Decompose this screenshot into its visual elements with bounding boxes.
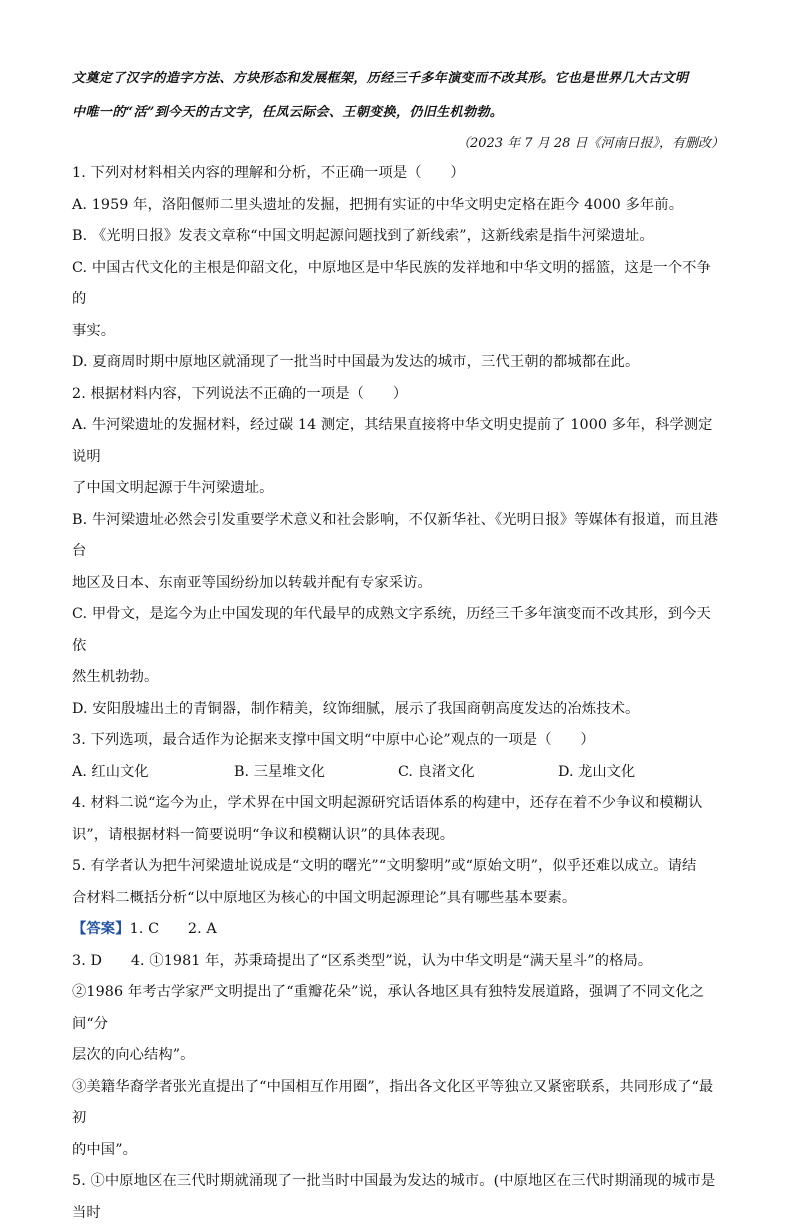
q2-option-c-line1: C. 甲骨文，是迄今为止中国发现的年代最早的成熟文字系统，历经三千多年演变而不改其形，到今天依 [72, 606, 711, 654]
q2-option-a-line2: 了中国文明起源于牛河梁遗址。 [72, 480, 274, 496]
source-citation: （2023 年 7 月 28 日《河南日报》，有删改） [456, 136, 724, 151]
answer-4-point-3-line1: ③美籍华裔学者张光直提出了“中国相互作用圈”，指出各文化区平等独立又紧密联系，共同形成了“最初 [72, 1078, 714, 1126]
q1-option-d: D. 夏商周时期中原地区就涌现了一批当时中国最为发达的城市，三代王朝的都城都在此。 [72, 354, 640, 370]
q1-stem: 1. 下列对材料相关内容的理解和分析，不正确一项是（ ） [72, 165, 465, 181]
q1-option-c-line2: 事实。 [72, 322, 116, 339]
q2-option-c-line2: 然生机勃勃。 [72, 669, 159, 685]
intro-line-1: 文奠定了汉字的造字方法、方块形态和发展框架，历经三千多年演变而不改其形。它也是世界几大古文明 [72, 71, 689, 86]
q3-option-c: C. 良渚文化 [398, 763, 475, 780]
q3-option-d: D. 龙山文化 [558, 763, 636, 780]
q5-line-1: 5. 有学者认为把牛河梁遗址说成是“文明的曙光”“文明黎明”或“原始文明”，似乎还难以成立。请结 [72, 858, 697, 874]
q1-option-c-line1: C. 中国古代文化的主根是仰韶文化，中原地区是中华民族的发祥地和中华文明的摇篮，这是一个不争的 [72, 259, 711, 307]
answer-4-point-2-line2: 层次的向心结构”。 [72, 1047, 195, 1063]
q1-option-b: B. 《光明日报》发表文章称“中国文明起源问题找到了新线索”，这新线索是指牛河梁遗址。 [72, 228, 654, 244]
answer-4-point-3-line2: 的中国”。 [72, 1141, 137, 1158]
q2-option-b-line1: B. 牛河梁遗址必然会引发重要学术意义和社会影响，不仅新华社、《光明日报》等媒体有报道，而且港台 [72, 511, 719, 559]
q3-option-a: A. 红山文化 [72, 763, 149, 780]
q3-option-b: B. 三星堆文化 [234, 763, 326, 780]
q2-option-b-line2: 地区及日本、东南亚等国纷纷加以转载并配有专家采访。 [72, 574, 432, 591]
answers-1-2: 1. C 2. A [129, 921, 217, 937]
intro-passage [72, 62, 724, 130]
answers-3-4: 3. D 4. ①1981 年，苏秉琦提出了“区系类型”说，认为中华文明是“满天星斗”的格局。 [72, 952, 653, 969]
q5-line-2: 合材料二概括分析“以中原地区为核心的中国文明起源理论”具有哪些基本要素。 [72, 889, 577, 906]
answers-line-1 [72, 914, 724, 946]
answer-5-line1: 5. ①中原地区在三代时期就涌现了一批当时中国最为发达的城市。(中原地区在三代时期涌现的城市是当时 [72, 1173, 716, 1221]
q3-stem: 3. 下列选项，最合适作为论据来支撑中国文明“中原中心论”观点的一项是（ ） [72, 732, 595, 748]
q3-options [72, 757, 724, 789]
answer-4-point-2-line1: ②1986 年考古学家严文明提出了“重瓣花朵”说，承认各地区具有独特发展道路，强调了不同文化之间“分 [72, 984, 705, 1032]
q1-option-a: A. 1959 年，洛阳偃师二里头遗址的发掘，把拥有实证的中华文明史定格在距今 4000 多年前。 [72, 196, 684, 213]
q2-option-a-line1: A. 牛河梁遗址的发掘材料，经过碳 14 测定，其结果直接将中华文明史提前了 1000 多年，科学测定说明 [72, 417, 713, 465]
q4-line-1: 4. 材料二说“迄今为止，学术界在中国文明起源研究话语体系的构建中，还存在着不少争议和模糊认 [72, 795, 703, 811]
document-page [72, 62, 724, 1229]
intro-line-2: 中唯一的“活”到今天的古文字，任凤云际会、王朝变换，仍旧生机勃勃。 [72, 105, 504, 120]
q2-stem: 2. 根据材料内容，下列说法不正确的一项是（ ） [72, 385, 408, 402]
q4-line-2: 识”，请根据材料一简要说明“争议和模糊认识”的具体表现。 [72, 826, 455, 843]
q2-option-d: D. 安阳殷墟出土的青铜器，制作精美，纹饰细腻，展示了我国商朝高度发达的冶炼技术。 [72, 700, 640, 717]
answer-tag: 【答案】 [72, 921, 130, 937]
